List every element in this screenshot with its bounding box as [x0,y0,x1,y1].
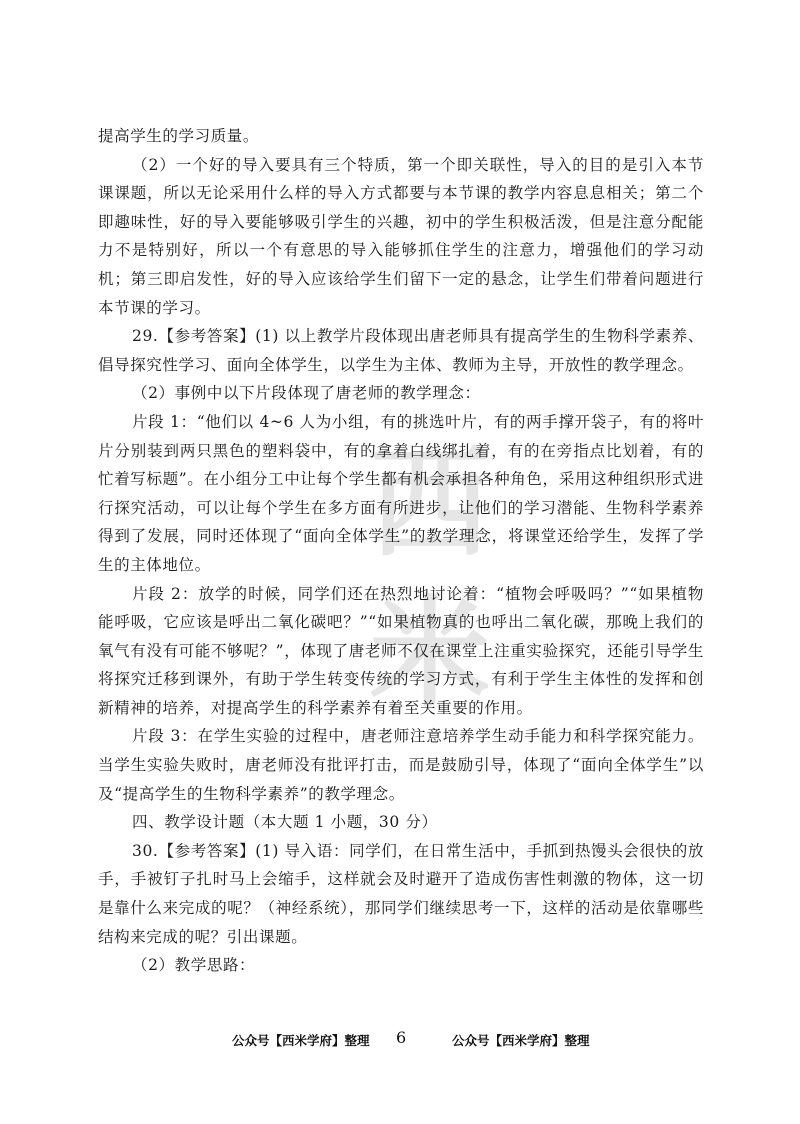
footer-right-note: 公众号【西米学府】整理 [452,1033,590,1048]
answer-29-part-1: 29.【参考答案】(1) 以上教学片段体现出唐老师具有提高学生的生物科学素养、倡导探究性学习、面向全体学生，以学生为主体、教师为主导，开放性的教学理念。 [98,327,704,374]
segment-2: 片段 2：放学的时候，同学们还在热烈地讨论着：“植物会呼吸吗？”“如果植物能呼吸，它应该是呼出二氧化碳吧？”“如果植物真的也呼出二氧化碳，那晚上我们的氧气有没有可能不够呢？”，体现了唐老师不仅在课堂上注重实验探究，还能引导学生将探究迁移到课外，有助于学生转变传统的学习方式，有利于学生主体性的发挥和创新精神的培养，对提高学生的科学素养有着至关重要的作用。 [98,584,704,717]
paragraph-intro-traits: （2）一个好的导入要具有三个特质，第一个即关联性，导入的目的是引入本节课课题，所以无论采用什么样的导入方式都要与本节课的教学内容息息相关；第二个即趣味性，好的导入要能够吸引学生的兴趣，初中的学生积极活泼，但是注意分配能力不是特别好，所以一个有意思的导入能够抓住学生的注意力，增强他们的学习动机；第三即启发性，好的导入应该给学生们留下一定的悬念，让学生们带着问题进行本节课的学习。 [98,155,704,317]
segment-1: 片段 1：“他们以 4~6 人为小组，有的挑选叶片，有的两手撑开袋子，有的将叶片分别装到两只黑色的塑料袋中，有的拿着白线绑扎着，有的在旁指点比划着，有的忙着写标题”。在小组分工中让每个学生都有机会承担各种角色，采用这种组织形式进行探究活动，可以让每个学生在多方面有所进步，让他们的学习潜能、生物科学素养得到了发展，同时还体现了“面向全体学生”的教学理念，将课堂还给学生，发挥了学生的主体地位。 [98,412,704,574]
answer-29-part-2-heading: （2）事例中以下片段体现了唐老师的教学理念： [132,384,481,403]
document-body [98,122,704,980]
segment-3: 片段 3：在学生实验的过程中，唐老师注意培养学生动手能力和科学探究能力。当学生实验失败时，唐老师没有批评打击，而是鼓励引导，体现了“面向全体学生”以及“提高学生的生物科学素养”的教学理念。 [98,727,704,803]
watermark-line-2: 米 [370,585,490,724]
answer-30-part-2-heading: （2）教学思路： [132,956,256,975]
page-number: 6 [396,1028,407,1047]
answer-30-part-1: 30.【参考答案】(1) 导入语：同学们，在日常生活中，手抓到热馒头会很快的放手，手被钉子扎时马上会缩手，这样就会及时避开了造成伤害性刺激的物体，这一切是靠什么来完成的呢？（神经系统），那同学们继续思考一下，这样的活动是依靠哪些结构来完成的呢？引出课题。 [98,841,704,946]
page-footer [0,1028,800,1052]
footer-left-note: 公众号【西米学府】整理 [232,1033,370,1048]
paragraph-continuation: 提高学生的学习质量。 [98,127,260,145]
section-heading-teaching-design: 四、教学设计题（本大题 1 小题，30 分） [132,813,438,832]
watermark-line-1: 西 [370,435,490,574]
